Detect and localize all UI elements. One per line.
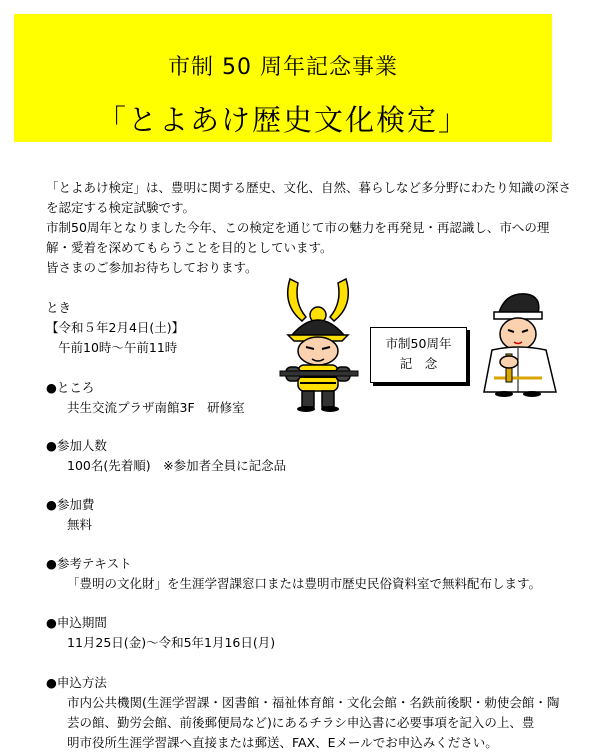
noble-mascot-illustration: [476, 288, 564, 400]
section-heading: ●参考テキスト: [46, 556, 132, 571]
section-heading: ●参加人数: [46, 438, 107, 453]
section-heading: ●参加費: [46, 497, 95, 512]
section-text: [46, 554, 541, 594]
samurai-mascot-illustration: [272, 275, 364, 413]
banner-title: 「とよあけ歴史文化検定」: [96, 103, 469, 137]
section-capacity: [46, 436, 286, 476]
event-time: 午前10時～午前11時: [58, 340, 178, 355]
method-line: 芸の館、勤労会館、前後郵便局など)にあるチラシ申込書に必要事項を記入の上、豊: [67, 715, 535, 730]
capacity-value: 100名(先着順) ※参加者全員に記念品: [67, 458, 287, 473]
section-period: [46, 613, 275, 653]
intro-line: 解・愛着を深めてもらうことを目的としています。: [46, 240, 333, 255]
section-method: [46, 673, 559, 753]
section-heading: ●申込期間: [46, 615, 107, 630]
anniversary-badge: [370, 327, 467, 383]
section-place: [46, 378, 245, 418]
intro-line: を認定する検定試験です。: [46, 200, 196, 215]
intro-paragraph: [46, 178, 572, 278]
method-line: 市内公共機関(生涯学習課・図書館・福祉体育館・文化会館・名鉄前後駅・勅使会館・陶: [67, 695, 560, 710]
badge-line: 市制50周年: [385, 336, 452, 351]
section-heading: とき: [46, 300, 72, 315]
intro-line: 皆さまのご参加お待ちしております。: [46, 260, 258, 275]
title-banner: [14, 14, 552, 142]
section-heading: ●申込方法: [46, 675, 107, 690]
period-value: 11月25日(金)～令和5年1月16日(月): [67, 635, 276, 650]
badge-line: 記 念: [399, 356, 438, 371]
place-value: 共生交流プラザ南館3F 研修室: [67, 400, 245, 415]
banner-subtitle: 市制 50 周年記念事業: [168, 55, 398, 80]
event-date: 【令和５年2月4日(土)】: [46, 320, 185, 335]
method-line: 明市役所生涯学習課へ直接または郵送、FAX、Eメールでお申込みください。: [67, 735, 498, 750]
intro-line: 市制50周年となりました今年、この検定を通じて市の魅力を再発見・再認識し、市への理: [46, 220, 550, 235]
section-fee: [46, 495, 94, 535]
section-heading: ●ところ: [46, 380, 95, 395]
text-value: 「豊明の文化財」を生涯学習課窓口または豊明市歴史民俗資料室で無料配布します。: [67, 576, 542, 591]
fee-value: 無料: [67, 517, 93, 532]
section-when: [46, 298, 184, 358]
intro-line: 「とよあけ検定」は、豊明に関する歴史、文化、自然、暮らしなど多分野にわたり知識の深さ: [46, 180, 572, 195]
